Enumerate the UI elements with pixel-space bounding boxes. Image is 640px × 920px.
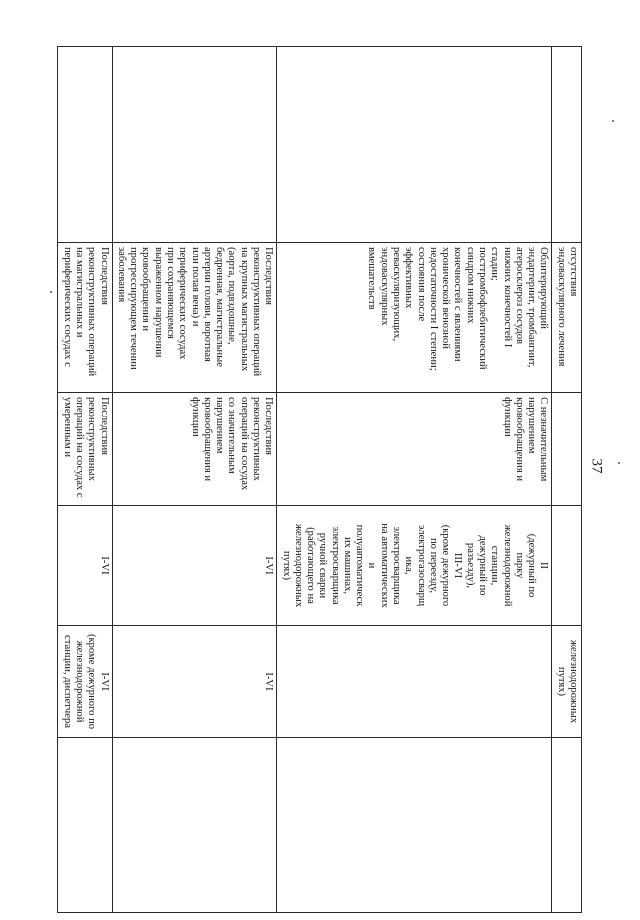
table-cell: Последствия реконструктивных операций на магистральных и периферических сосудах с [58, 243, 112, 393]
table-cell: железнодорожных путях) [552, 626, 582, 738]
table-cell [277, 626, 552, 738]
table-cell [552, 738, 582, 913]
rotated-table-wrapper [61, 46, 582, 912]
table-row [552, 47, 582, 913]
table-cell: I-VI [58, 506, 112, 626]
scan-speck [50, 291, 52, 293]
scan-speck [612, 120, 614, 122]
table-cell: Последствия реконструктивных операций на крупных магистральных (аорта, подвздошные, бедренная, магистральные артерии голови, воротная или полая вена) и периферических сосудах при сохраняющемся выраженном нарушении кровообращения и прогрессирующем течении заболевания [112, 243, 277, 393]
table-cell [552, 506, 582, 626]
table-cell: I-VI [112, 506, 277, 626]
table-cell [112, 47, 277, 243]
table-cell: Последствия реконструктивных операций на сосудах с умеренным и [58, 393, 112, 506]
table-cell [552, 393, 582, 506]
table-row [58, 47, 112, 913]
table-cell: I-VI [112, 626, 277, 738]
table-cell [277, 738, 552, 913]
table-cell: С незначительным нарушением кровообращения и функции [277, 393, 552, 506]
table-cell [552, 47, 582, 243]
table-cell: Облитерирующий эндартериит, тромбангиит, атеросклероз сосудов нижних конечностей I стадии; посттромбофлебитический синдром нижних конечностей с явлениями хронической венозной недостаточности I степени; состояния после эффективных реваскуляризующих, эндоваскулярных вмешательств [277, 243, 552, 393]
table-cell [277, 47, 552, 243]
table-cell: I-VI (кроме дежурного по железнодорожной станции, диспетчера [58, 626, 112, 738]
scan-speck [618, 462, 620, 464]
table-row [277, 47, 552, 913]
table-cell [112, 738, 277, 913]
page-number: 37 [588, 458, 605, 474]
table-row [112, 47, 277, 913]
table-cell: II (дежурный по парку железнодорожной станции, дежурный по разъезду), III-VI (кроме дежурного по переезду, электрогазосварщ ика, электросварщика на автоматических и полуавтоматическ их машинах, электросварщика ручной сварки (работающего на железнодорожных путях) [277, 506, 552, 626]
restrictions-table [57, 46, 582, 913]
table-cell [58, 47, 112, 243]
table-cell: Последствия реконструктивных операций на сосудах со значительным нарушением кровообращения и функции [112, 393, 277, 506]
table-cell: отсутствия эндоваскулярного лечения [552, 243, 582, 393]
table-cell [58, 738, 112, 913]
